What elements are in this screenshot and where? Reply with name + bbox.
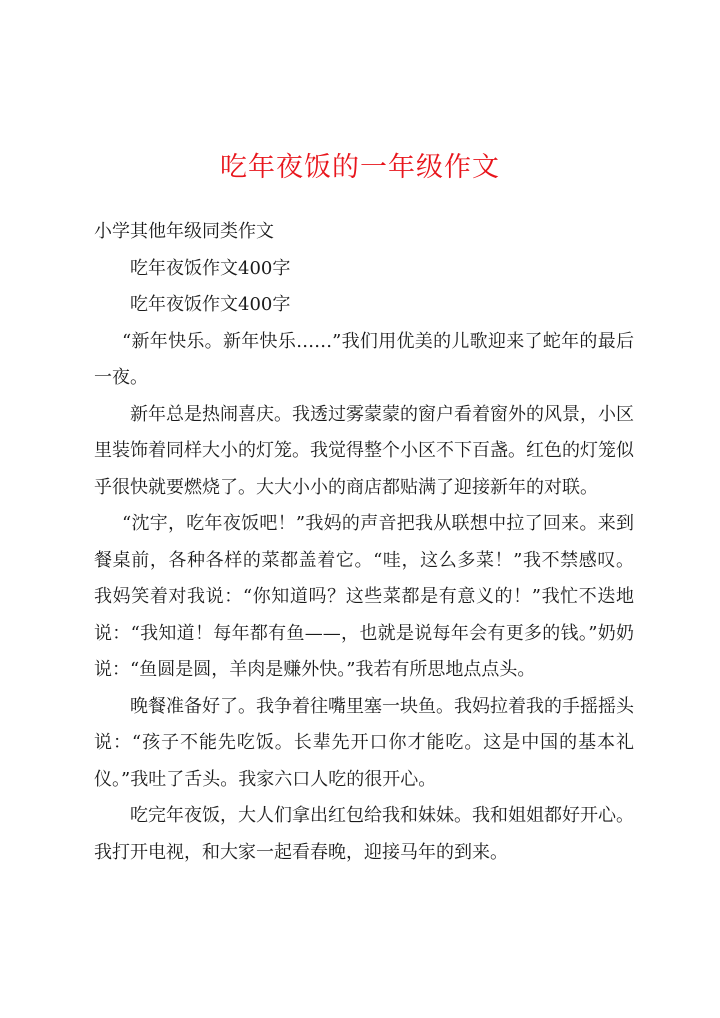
subtitle: 吃年夜饭作文400字: [130, 257, 291, 279]
paragraph: “新年快乐。新年快乐……”我们用优美的儿歌迎来了蛇年的最后一夜。: [94, 330, 634, 388]
paragraph: 吃完年夜饭，大人们拿出红包给我和妹妹。我和姐姐都好开心。我打开电视，和大家一起看春晚，迎接马年的到来。: [94, 805, 634, 863]
paragraph: 新年总是热闹喜庆。我透过雾蒙蒙的窗户看着窗外的风景，小区里装饰着同样大小的灯笼。我觉得整个小区不下百盏。红色的灯笼似乎很快就要燃烧了。大大小小的商店都贴满了迎接新年的对联。: [94, 403, 634, 498]
subtitle: 吃年夜饭作文400字: [130, 294, 291, 315]
paragraph: 晚餐准备好了。我争着往嘴里塞一块鱼。我妈拉着我的手摇摇头说：“孩子不能先吃饭。长辈先开口你才能吃。这是中国的基本礼仪。”我吐了舌头。我家六口人吃的很开心。: [94, 695, 634, 790]
document-title: 吃年夜饭的一年级作文: [220, 152, 500, 183]
document-body: [94, 214, 634, 871]
category-line: 小学其他年级同类作文: [94, 221, 274, 242]
paragraph: “沈宇，吃年夜饭吧！”我妈的声音把我从联想中拉了回来。来到餐桌前，各种各样的菜都盖着它。“哇，这么多菜！”我不禁感叹。我妈笑着对我说：“你知道吗？这些菜都是有意义的！”我忙不迭地说：“我知道！每年都有鱼——，也就是说每年会有更多的钱。”奶奶说：“鱼圆是圆，羊肉是赚外快。”我若有所思地点点头。: [94, 513, 634, 680]
